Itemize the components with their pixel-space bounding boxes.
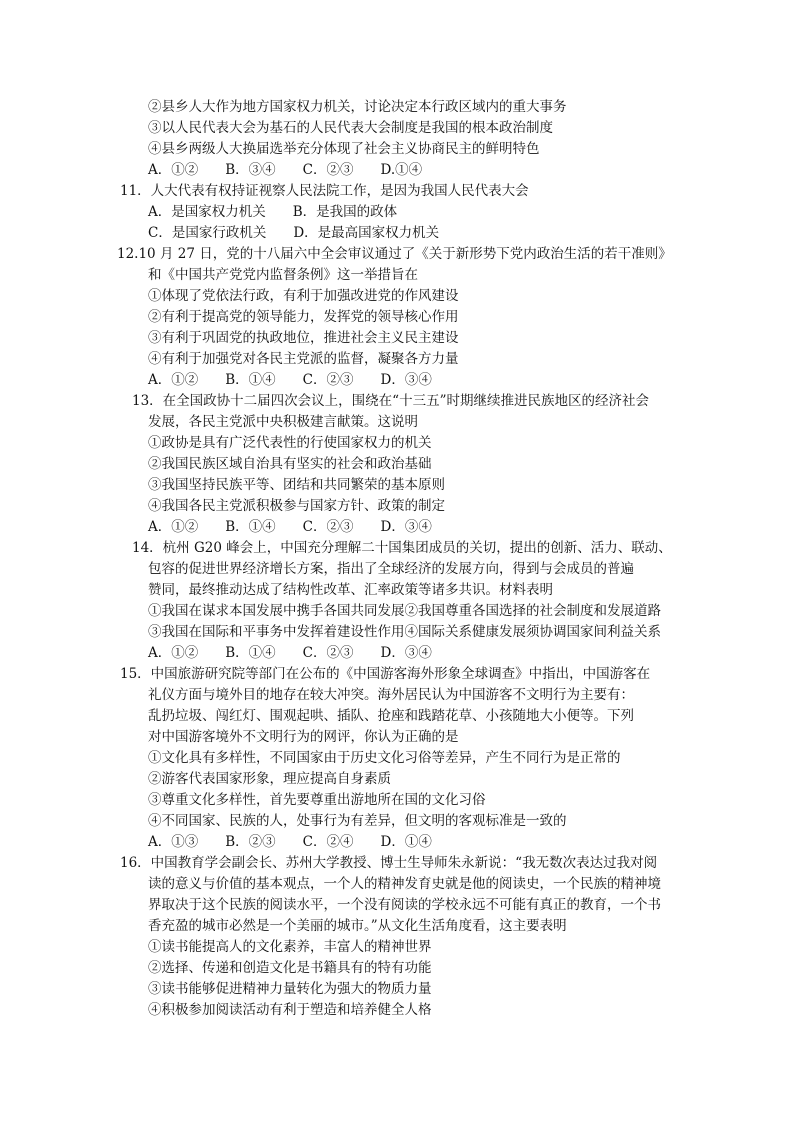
text-line: ①政协是具有广泛代表性的行使国家权力的机关 — [148, 435, 432, 451]
text-line: ②游客代表国家形象，理应提高自身素质 — [148, 771, 391, 787]
text-line: A．是国家权力机关 B．是我国的政体 — [148, 204, 398, 220]
text-line: 13．在全国政协十二届四次会议上，围绕在“十三五”时期继续推进民族地区的经济社会 — [132, 393, 649, 409]
text-line: 礼仪方面与境外目的地存在较大冲突。海外居民认为中国游客不文明行为主要有： — [148, 687, 634, 703]
text-line: ①读书能提高人的文化素养，丰富人的精神世界 — [148, 939, 432, 955]
text-line: 12.10 月 27 日，党的十八届六中全会审议通过了《关于新形势下党内政治生活的若干准则》 — [117, 246, 672, 262]
text-line: ④有利于加强党对各民主党派的监督，凝聚各方力量 — [148, 351, 459, 367]
text-line: ①文化具有多样性，不同国家由于历史文化习俗等差异，产生不同行为是正常的 — [148, 750, 621, 766]
text-line: 和《中国共产党党内监督条例》这一举措旨在 — [148, 267, 418, 283]
text-line: 发展，各民主党派中央积极建言献策。这说明 — [148, 414, 418, 430]
text-line: 14．杭州 G20 峰会上，中国充分理解二十国集团成员的关切，提出的创新、活力、联动、 — [132, 540, 672, 556]
text-line: ①体现了党依法行政，有利于加强改进党的作风建设 — [148, 288, 459, 304]
text-line: A．①② B．③④ C．②③ D.①④ — [148, 162, 423, 178]
text-line: ③尊重文化多样性，首先要尊重出游地所在国的文化习俗 — [148, 792, 486, 808]
text-line: ②我国民族区域自治具有坚实的社会和政治基础 — [148, 456, 432, 472]
text-line: ④不同国家、民族的人，处事行为有差异，但文明的客观标准是一致的 — [148, 813, 567, 829]
text-line: A．①② B．①④ C．②③ D．③④ — [148, 519, 432, 535]
text-line: ③读书能够促进精神力量转化为强大的物质力量 — [148, 981, 432, 997]
text-line: ②县乡人大作为地方国家权力机关，讨论决定本行政区域内的重大事务 — [148, 99, 567, 115]
text-line: 香充盈的城市必然是一个美丽的城市。”从文化生活角度看，这主要表明 — [148, 918, 567, 934]
text-line: ③以人民代表大会为基石的人民代表大会制度是我国的根本政治制度 — [148, 120, 553, 136]
text-line: ②选择、传递和创造文化是书籍具有的特有功能 — [148, 960, 432, 976]
text-line: 对中国游客境外不文明行为的网评，你认为正确的是 — [148, 729, 459, 745]
text-line: 读的意义与价值的基本观点，一个人的精神发育史就是他的阅读史，一个民族的精神境 — [148, 876, 661, 892]
text-line: ①我国在谋求本国发展中携手各国共同发展②我国尊重各国选择的社会制度和发展道路 — [148, 603, 661, 619]
text-line: ③我国坚持民族平等、团结和共同繁荣的基本原则 — [148, 477, 445, 493]
text-line: 包容的促进世界经济增长方案，指出了全球经济的发展方向，得到与会成员的普遍 — [148, 561, 634, 577]
text-line: 赞同，最终推动达成了结构性改革、汇率政策等诸多共识。材料表明 — [148, 582, 553, 598]
text-line: ④积极参加阅读活动有利于塑造和培养健全人格 — [148, 1002, 432, 1018]
text-line: ④县乡两级人大换届选举充分体现了社会主义协商民主的鲜明特色 — [148, 141, 540, 157]
text-line: 16．中国教育学会副会长、苏州大学教授、博士生导师朱永新说：“我无数次表达过我对阅 — [120, 855, 658, 871]
text-line: 11．人大代表有权持证视察人民法院工作，是因为我国人民代表大会 — [120, 183, 529, 199]
text-line: ②有利于提高党的领导能力，发挥党的领导核心作用 — [148, 309, 459, 325]
text-line: A．①② B．①④ C．②③ D．③④ — [148, 372, 432, 388]
text-line: A．①③ B．②③ C．②④ D．①④ — [148, 834, 432, 850]
text-line: ④我国各民主党派积极参与国家方针、政策的制定 — [148, 498, 445, 514]
text-line: ③我国在国际和平事务中发挥着建设性作用④国际关系健康发展须协调国家间利益关系 — [148, 624, 661, 640]
text-line: 乱扔垃圾、闯红灯、围观起哄、插队、抢座和践踏花草、小孩随地大小便等。下列 — [148, 708, 634, 724]
text-line: 15．中国旅游研究院等部门在公布的《中国游客海外形象全球调查》中指出，中国游客在 — [120, 666, 651, 682]
text-line: A．①② B．①④ C．②③ D．③④ — [148, 645, 432, 661]
text-line: 界取决于这个民族的阅读水平，一个没有阅读的学校永远不可能有真正的教育，一个书 — [148, 897, 661, 913]
text-line: C．是国家行政机关 D．是最高国家权力机关 — [148, 225, 440, 241]
text-line: ③有利于巩固党的执政地位，推进社会主义民主建设 — [148, 330, 459, 346]
